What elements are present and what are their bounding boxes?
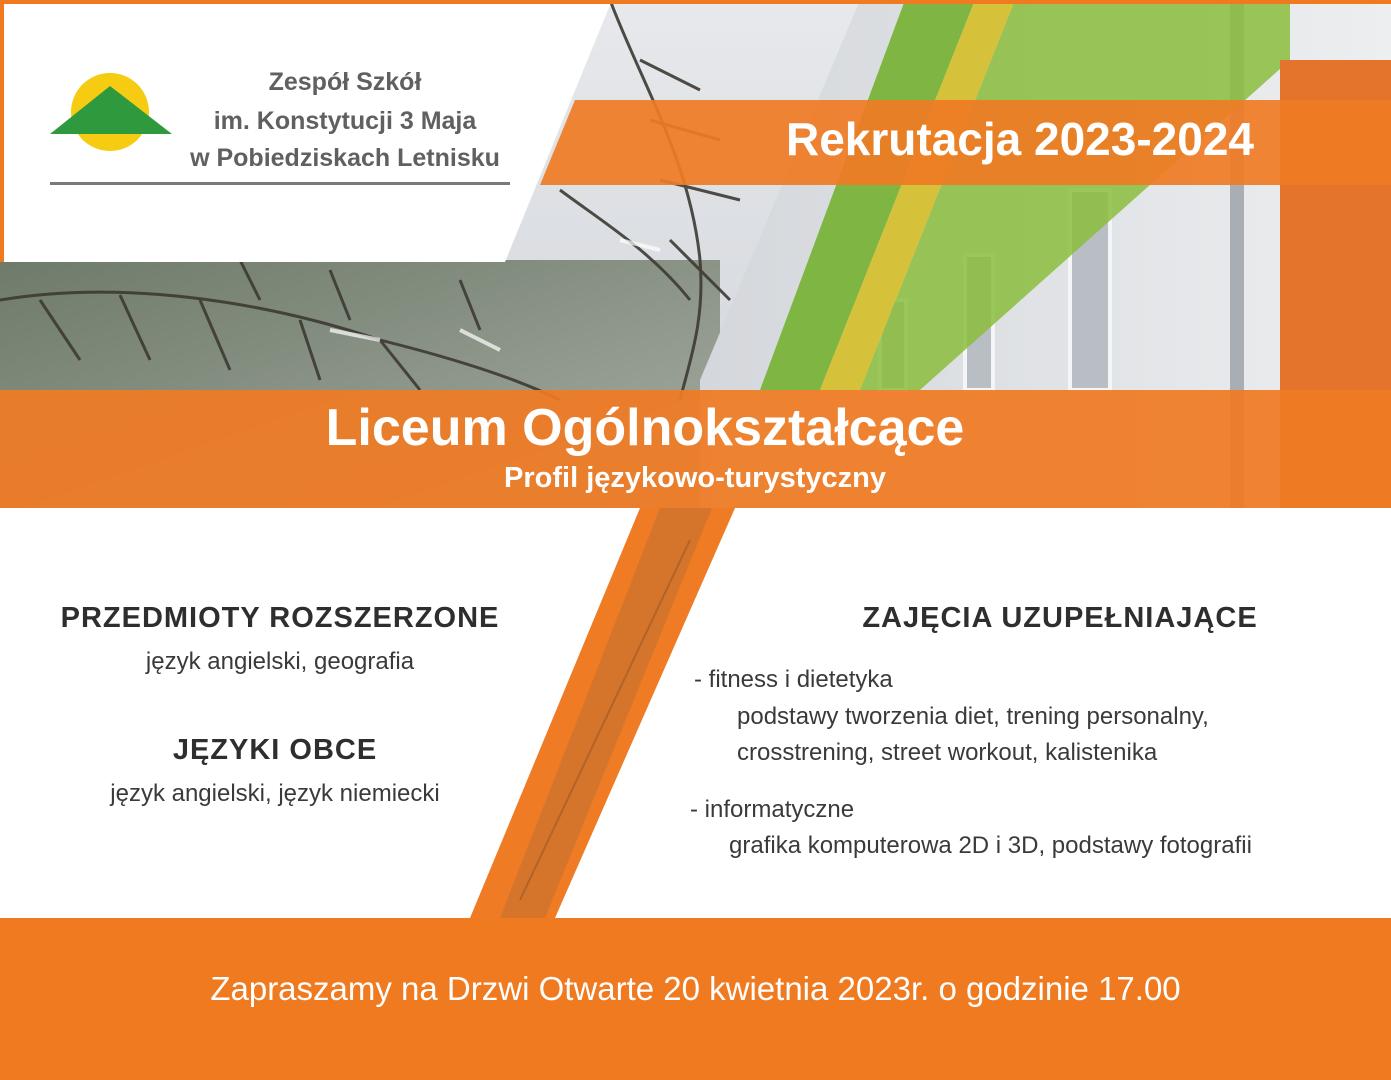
school-type-title: Liceum Ogólnokształcące xyxy=(325,399,965,457)
it-item-title: - informatyczne xyxy=(690,796,855,823)
profile-subtitle: Profil językowo-turystyczny xyxy=(504,462,886,494)
recruitment-title: Rekrutacja 2023-2024 xyxy=(786,113,1254,165)
foreign-languages-list: język angielski, język niemiecki xyxy=(110,780,440,807)
foreign-languages-heading: JĘZYKI OBCE xyxy=(172,734,378,766)
it-item-line-1: grafika komputerowa 2D i 3D, podstawy fotografii xyxy=(729,832,1252,859)
open-day-invitation: Zapraszamy na Drzwi Otwarte 20 kwietnia 2023r. o godzinie 17.00 xyxy=(210,970,1181,1007)
extended-subjects-list: język angielski, geografia xyxy=(145,648,415,675)
school-name-line-3: w Pobiedziskach Letnisku xyxy=(190,144,500,172)
supplementary-classes-heading: ZAJĘCIA UZUPEŁNIAJĄCE xyxy=(862,602,1258,634)
logo-divider xyxy=(50,182,510,185)
school-name-line-1: Zespół Szkół xyxy=(268,68,422,96)
fitness-item-title: - fitness i dietetyka xyxy=(694,666,893,693)
fitness-item-line-2: crosstrening, street workout, kalistenika xyxy=(737,739,1158,766)
school-name-line-2: im. Konstytucji 3 Maja xyxy=(213,107,477,135)
extended-subjects-heading: PRZEDMIOTY ROZSZERZONE xyxy=(60,602,500,634)
fitness-item-line-1: podstawy tworzenia diet, trening personalny, xyxy=(737,703,1209,730)
